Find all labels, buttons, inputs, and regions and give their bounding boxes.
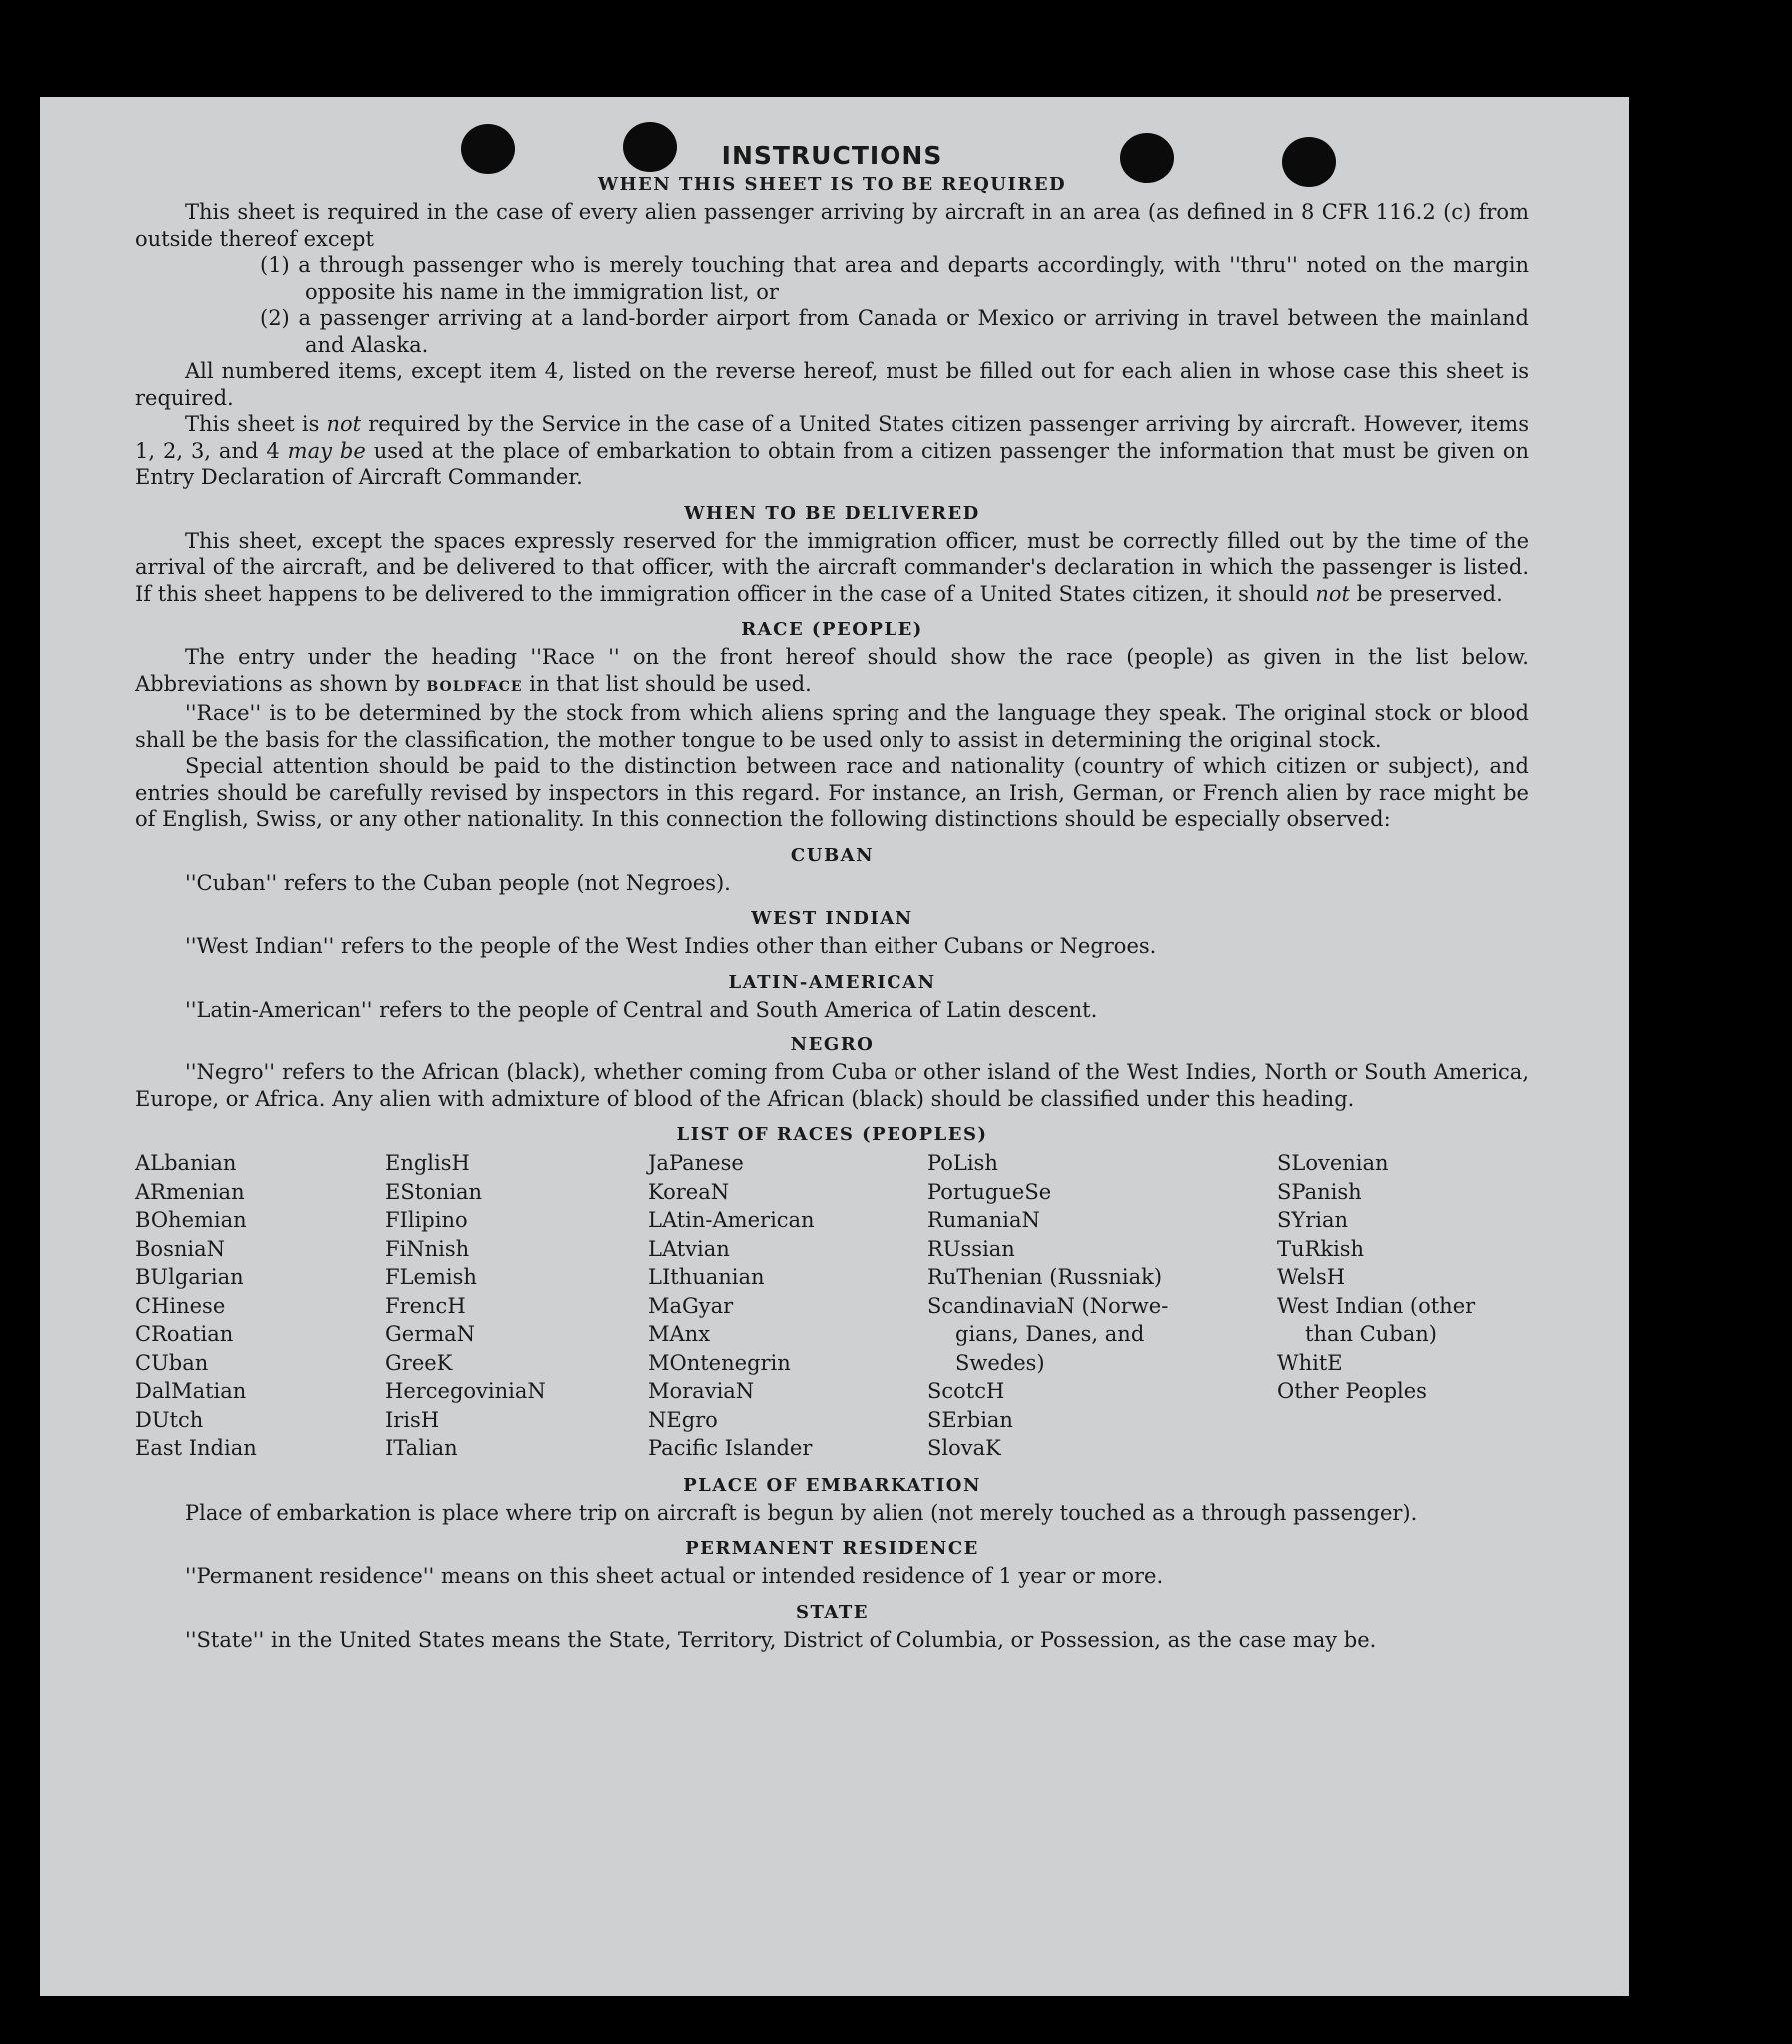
race-item: RuThenian (Russniak): [927, 1265, 1163, 1289]
race-item: BosniaN: [135, 1236, 225, 1261]
races-column-2: [385, 1149, 648, 1463]
paragraph-latin-american: ''Latin-American'' refers to the people of Central and South America of Latin descent.: [185, 997, 1098, 1022]
exception-item-1: (1) a through passenger who is merely touching that area and departs accordingly, with ''thru'' noted on the margin opposite his name in the immigration list, or: [260, 253, 1529, 304]
race-item: SPanish: [1277, 1179, 1362, 1204]
race-item-continued: than Cuban): [1305, 1322, 1437, 1346]
document-sheet: [40, 97, 1629, 1996]
heading-latin-american: LATIN-AMERICAN: [728, 971, 936, 993]
paragraph-race-3: Special attention should be paid to the distinction between race and nationality (country of which citizen or subject), and entries should be carefully revised by inspectors in this regard. For instance, an Irish, German, or French alien by race might be of English, Swiss, or any other nationality. In this connection the following distinctions should be especially observed:: [135, 754, 1529, 831]
race-item: ALbanian: [135, 1151, 237, 1175]
race-item: ARmenian: [135, 1179, 245, 1204]
heading-west-indian: WEST INDIAN: [751, 908, 913, 929]
race-item: MoraviaN: [648, 1379, 755, 1403]
race-item: ScotcH: [927, 1379, 1005, 1403]
race-item-continued: Swedes): [955, 1350, 1045, 1375]
paragraph-required-2: All numbered items, except item 4, listed on the reverse hereof, must be filled out for each alien in whose case this sheet is required.: [135, 359, 1529, 410]
race-item: EnglisH: [385, 1151, 470, 1175]
race-item: CHinese: [135, 1293, 226, 1318]
paragraph-negro: ''Negro'' refers to the African (black), whether coming from Cuba or other island of the West Indies, North or South America, Europe, or Africa. Any alien with admixture of blood of the African (black) should be classified under this heading.: [135, 1060, 1529, 1111]
race-item: DUtch: [135, 1407, 204, 1432]
instructions-content: [135, 141, 1529, 1653]
race-item: KoreaN: [648, 1179, 730, 1204]
paragraph-required-1: This sheet is required in the case of every alien passenger arriving by aircraft in an area (as defined in 8 CFR 116.2 (c) from outside thereof except: [135, 200, 1529, 251]
race-item: CRoatian: [135, 1322, 234, 1346]
race-item: LAtvian: [648, 1236, 730, 1261]
race-item: PoLish: [927, 1151, 998, 1175]
race-item: MAnx: [648, 1322, 711, 1346]
paragraph-west-indian: ''West Indian'' refers to the people of the West Indies other than either Cubans or Negroes.: [185, 934, 1157, 958]
race-item: Other Peoples: [1277, 1379, 1427, 1403]
race-item: ITalian: [385, 1436, 458, 1460]
races-column-3: [648, 1149, 927, 1463]
page-title: INSTRUCTIONS: [721, 141, 943, 170]
race-item: DalMatian: [135, 1379, 247, 1403]
paragraph-cuban: ''Cuban'' refers to the Cuban people (not Negroes).: [185, 870, 731, 895]
race-item: CUban: [135, 1350, 209, 1375]
race-item: East Indian: [135, 1436, 257, 1460]
race-item: FIlipino: [385, 1208, 468, 1232]
race-item: GermaN: [385, 1322, 476, 1346]
race-item: West Indian (other: [1277, 1293, 1476, 1318]
race-item: GreeK: [385, 1350, 453, 1375]
race-item: FLemish: [385, 1265, 477, 1289]
race-item: FrencH: [385, 1293, 466, 1318]
race-item: MOntenegrin: [648, 1350, 791, 1375]
race-item: MaGyar: [648, 1293, 734, 1318]
races-column-1: [135, 1149, 385, 1463]
race-item: RumaniaN: [927, 1208, 1040, 1232]
heading-race: RACE (PEOPLE): [741, 619, 923, 640]
paragraph-required-3: This sheet is not required by the Service in the case of a United States citizen passenger arriving by aircraft. However, items 1, 2, 3, and 4 may be used at the place of embarkation to obtain from a citizen passenger the information that must be given on Entry Declaration of Aircraft Commander.: [135, 412, 1530, 489]
race-item: LIthuanian: [648, 1265, 765, 1289]
race-item: WelsH: [1277, 1265, 1346, 1289]
race-item: FiNnish: [385, 1236, 470, 1261]
race-item: SLovenian: [1277, 1151, 1389, 1175]
race-item: SlovaK: [927, 1436, 1001, 1460]
race-item: BUlgarian: [135, 1265, 244, 1289]
heading-negro: NEGRO: [790, 1034, 875, 1055]
race-item: SYrian: [1277, 1208, 1349, 1232]
race-item-continued: gians, Danes, and: [955, 1322, 1145, 1346]
race-item: HercegoviniaN: [385, 1379, 546, 1403]
paragraph-embarkation: Place of embarkation is place where trip on aircraft is begun by alien (not merely touched as a through passenger).: [185, 1500, 1418, 1525]
paragraph-delivered: This sheet, except the spaces expressly reserved for the immigration officer, must be correctly filled out by the time of the arrival of the aircraft, and be delivered to that officer, with the aircraft commander's declaration in which the passenger is listed. If this sheet happens to be delivered to the immigration officer in the case of a United States citizen, it should not be preserved.: [135, 528, 1529, 606]
race-item: ScandinaviaN (Norwe-: [927, 1293, 1169, 1318]
race-item: RUssian: [927, 1236, 1015, 1261]
paragraph-state: ''State'' in the United States means the State, Territory, District of Columbia, or Possession, as the case may be.: [185, 1627, 1377, 1652]
heading-when-required: WHEN THIS SHEET IS TO BE REQUIRED: [597, 174, 1067, 195]
heading-cuban: CUBAN: [790, 844, 875, 866]
race-item: WhitE: [1277, 1350, 1343, 1375]
race-item: BOhemian: [135, 1208, 247, 1232]
race-item: JaPanese: [648, 1151, 744, 1175]
heading-state: STATE: [795, 1601, 869, 1623]
race-item: TuRkish: [1277, 1236, 1365, 1261]
paragraph-race-2: ''Race'' is to be determined by the stock from which aliens spring and the language they speak. The original stock or blood shall be the basis for the classification, the mother tongue to be used only to assist in determining the original stock.: [135, 701, 1529, 752]
race-item: Pacific Islander: [648, 1436, 813, 1460]
race-item: EStonian: [385, 1179, 483, 1204]
races-list: [135, 1149, 1529, 1463]
heading-when-delivered: WHEN TO BE DELIVERED: [684, 502, 980, 524]
race-item: LAtin-American: [648, 1208, 815, 1232]
heading-permanent-residence: PERMANENT RESIDENCE: [685, 1538, 979, 1559]
race-item: PortugueSe: [927, 1179, 1052, 1204]
heading-place-of-embarkation: PLACE OF EMBARKATION: [683, 1474, 981, 1496]
exception-item-2: (2) a passenger arriving at a land-border airport from Canada or Mexico or arriving in travel between the mainland and Alaska.: [260, 306, 1529, 357]
race-item: IrisH: [385, 1407, 440, 1432]
race-item: NEgro: [648, 1407, 718, 1432]
heading-list-of-races: LIST OF RACES (PEOPLES): [676, 1124, 988, 1145]
races-column-5: [1277, 1149, 1527, 1463]
paragraph-residence: ''Permanent residence'' means on this sheet actual or intended residence of 1 year or more.: [185, 1564, 1164, 1588]
races-column-4: [927, 1149, 1277, 1463]
paragraph-race-1: The entry under the heading ''Race '' on the front hereof should show the race (people) as given in the list below. Abbreviations as shown by BOLDFACE in that list should be used.: [135, 645, 1529, 696]
race-item: SErbian: [927, 1407, 1013, 1432]
